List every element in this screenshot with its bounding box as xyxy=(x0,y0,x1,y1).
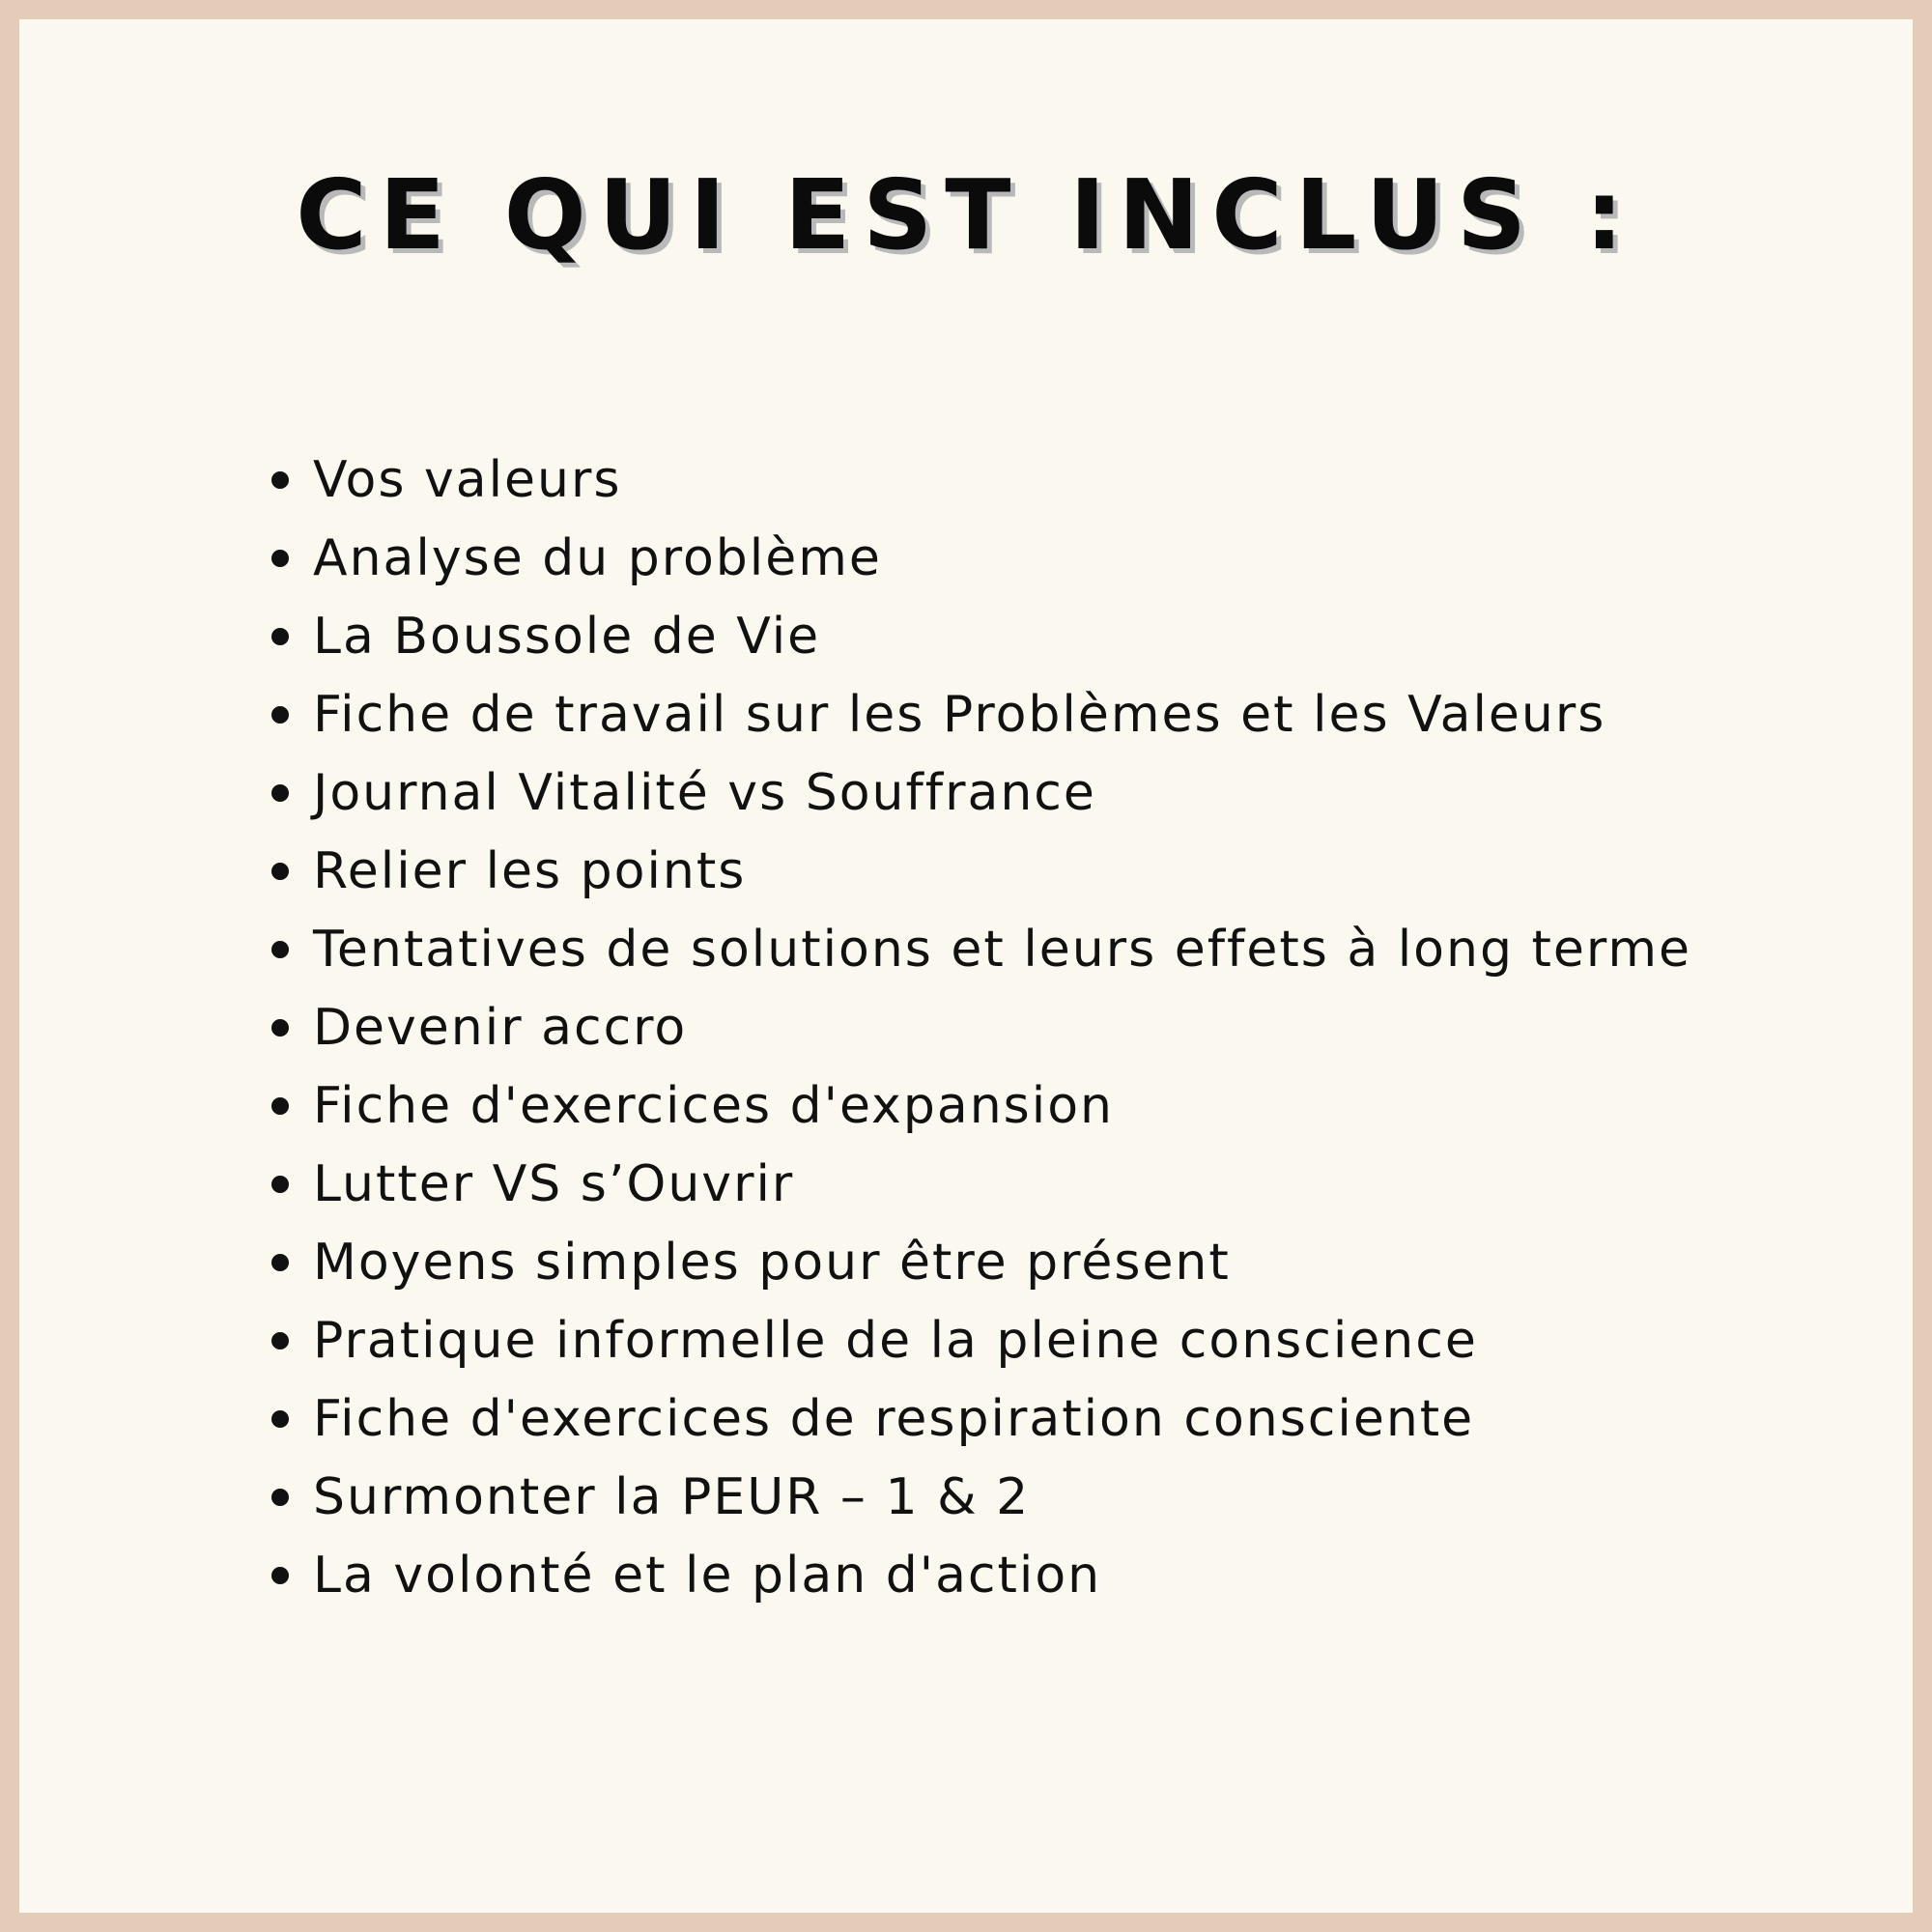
bullet-icon xyxy=(271,550,289,567)
list-item xyxy=(267,1146,1691,1224)
list-item-label: Devenir accro xyxy=(313,999,688,1057)
list-item xyxy=(267,911,1691,989)
bullet-icon xyxy=(271,784,289,802)
list-item-label: Analyse du problème xyxy=(313,529,882,587)
list-item xyxy=(267,989,1691,1067)
list-item-label: Surmonter la PEUR – 1 & 2 xyxy=(313,1468,1031,1526)
list-item xyxy=(267,1302,1691,1380)
list-item-label: Fiche d'exercices d'expansion xyxy=(313,1077,1114,1135)
list-item xyxy=(267,598,1691,676)
bullet-icon xyxy=(271,863,289,880)
bullet-icon xyxy=(271,1097,289,1115)
bullet-icon xyxy=(271,706,289,724)
list-item xyxy=(267,441,1691,520)
list-item xyxy=(267,520,1691,598)
bullet-icon xyxy=(271,628,289,645)
bullet-icon xyxy=(271,941,289,958)
list-item xyxy=(267,676,1691,754)
list-item xyxy=(267,833,1691,911)
list-item-label: Relier les points xyxy=(313,842,747,900)
list-item-label: Lutter VS s’Ouvrir xyxy=(313,1155,795,1213)
list-item-label: Pratique informelle de la pleine conscience xyxy=(313,1312,1478,1370)
list-item-label: Journal Vitalité vs Souffrance xyxy=(313,764,1096,822)
list-item-label: Fiche de travail sur les Problèmes et les Valeurs xyxy=(313,686,1606,744)
bullet-icon xyxy=(271,1567,289,1584)
list-item-label: Moyens simples pour être présent xyxy=(313,1234,1231,1292)
bullet-icon xyxy=(271,1254,289,1271)
list-item-label: Fiche d'exercices de respiration consciente xyxy=(313,1390,1475,1448)
list-item-label: Vos valeurs xyxy=(313,451,622,509)
bullet-icon xyxy=(271,1489,289,1506)
list-item xyxy=(267,1380,1691,1459)
page-title: CE QUI EST INCLUS : xyxy=(296,158,1636,271)
bullet-icon xyxy=(271,1410,289,1428)
bullet-icon xyxy=(271,1176,289,1193)
list-item xyxy=(267,1224,1691,1302)
included-items-list xyxy=(267,441,1691,1615)
list-item xyxy=(267,1459,1691,1537)
list-item-label: Tentatives de solutions et leurs effets à long terme xyxy=(313,921,1691,979)
bullet-icon xyxy=(271,1019,289,1037)
list-item xyxy=(267,1067,1691,1146)
list-item-label: La Boussole de Vie xyxy=(313,608,821,666)
list-item xyxy=(267,1537,1691,1615)
content-panel xyxy=(19,19,1913,1913)
list-item-label: La volonté et le plan d'action xyxy=(313,1547,1102,1605)
bullet-icon xyxy=(271,471,289,489)
bullet-icon xyxy=(271,1332,289,1350)
list-item xyxy=(267,754,1691,833)
